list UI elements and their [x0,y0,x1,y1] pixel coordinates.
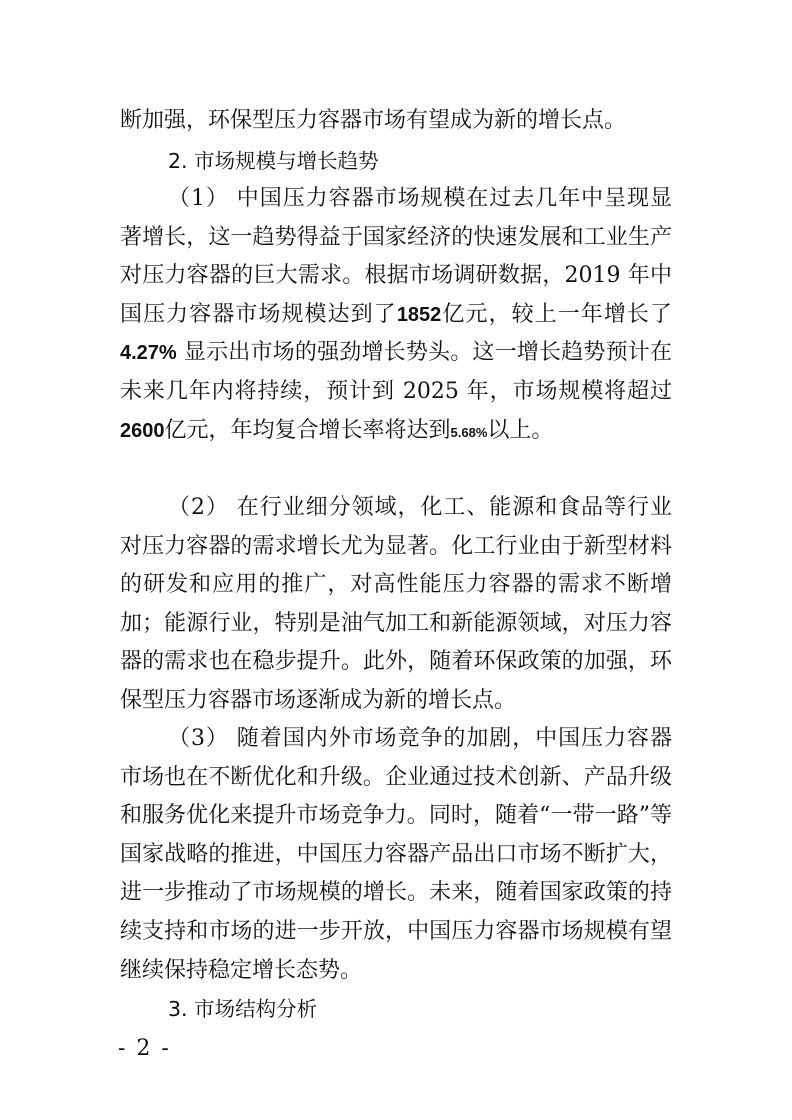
paragraph-1 [120,180,672,452]
paragraph-2: （2） 在行业细分领域，化工、能源和食品等行业对压力容器的需求增长尤为显著。化工行业由于新型材料的研发和应用的推广，对高性能压力容器的需求不断增加；能源行业，特别是油气加工和新能源领域，对压力容器的需求也在稳步提升。此外，随着环保政策的加强，环保型压力容器市场逐渐成为新的增长点。 [120,495,672,713]
continuation-line: 断加强，环保型压力容器市场有望成为新的增长点。 [120,108,627,133]
paragraph-1-text-c: 显示出市场的强劲增长势头。这一增长趋势预计在未来几年内将持续，预计到 2025 年，市场规模将超过 [120,340,672,404]
section-2-heading-block [120,142,672,181]
section-2-heading: 2. 市场规模与增长趋势 [168,149,379,173]
paragraph-1-text-d: 亿元，年均复合增长率将达到 [164,417,451,443]
paragraph-3-block [120,720,672,990]
continuation-paragraph [120,102,672,141]
paragraph-1-text-e: 以上。 [487,417,554,443]
paragraph-2-block [120,489,672,721]
cagr-value: 5.68% [450,424,488,440]
paragraph-3: （3） 随着国内外市场竞争的加剧，中国压力容器市场也在不断优化和升级。企业通过技术创新、产品升级和服务优化来提升市场竞争力。同时，随着“一带一路”等国家战略的推进，中国压力容器产品出口市场不断扩大，进一步推动了市场规模的增长。未来，随着国家政策的持续支持和市场的进一步开放，中国压力容器市场规模有望继续保持稳定增长态势。 [120,726,672,983]
paragraph-1-block [120,180,672,452]
market-size-2025-value: 2600 [120,419,165,442]
section-3-heading: 3. 市场结构分析 [168,997,318,1021]
growth-rate-value: 4.27% [120,342,177,365]
paragraph-1-text-a: （1） 中国压力容器市场规模在过去几年中呈现显著增长，这一趋势得益于国家经济的快速发展和工业生产对压力容器的巨大需求。根据市场调研数据，2019 年中国压力容器市场规模达到了 [120,186,672,327]
page-number: - 2 - [118,1036,171,1061]
market-size-2019-value: 1852 [396,303,442,326]
paragraph-1-text-b: 亿元，较上一年增长了 [441,301,672,327]
section-3-heading-block [120,990,672,1029]
